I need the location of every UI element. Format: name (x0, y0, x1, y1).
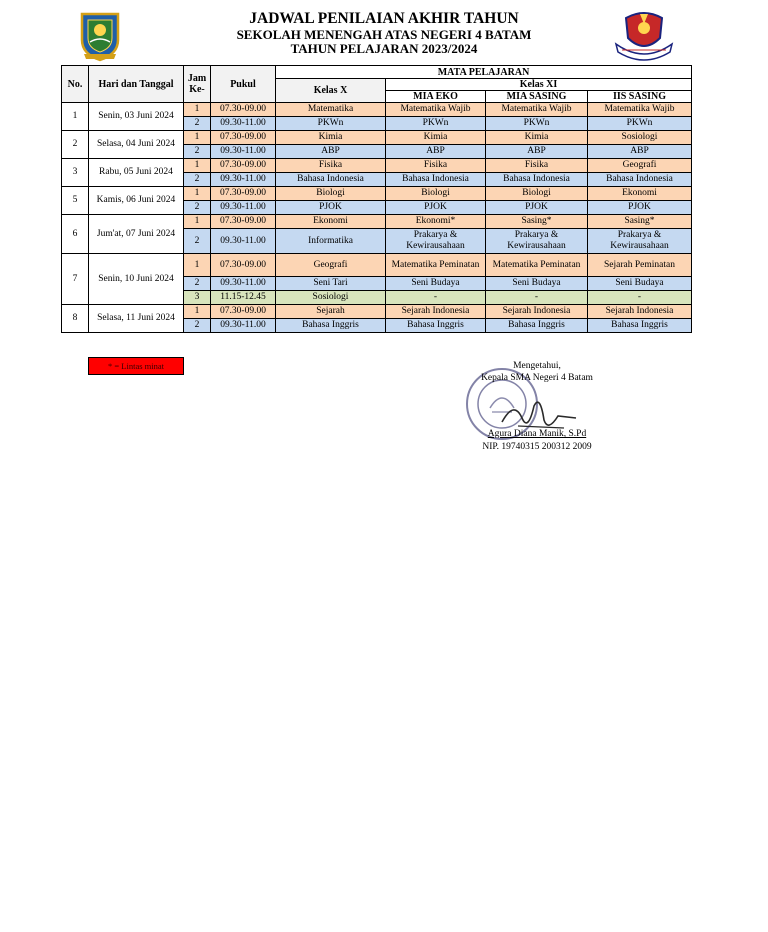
cell-iis-sasing: Bahasa Indonesia (588, 173, 692, 187)
cell-jam: 1 (184, 159, 211, 173)
cell-kelas-x: Sosiologi (276, 291, 386, 305)
cell-mia-sasing: Bahasa Inggris (486, 319, 588, 333)
table-row (62, 159, 692, 173)
cell-day: Rabu, 05 Juni 2024 (89, 159, 184, 187)
cell-mia-eko: Kimia (386, 131, 486, 145)
cell-kelas-x: Kimia (276, 131, 386, 145)
exam-schedule-table (61, 65, 692, 333)
cell-kelas-x: Ekonomi (276, 215, 386, 229)
school-name: SEKOLAH MENENGAH ATAS NEGERI 4 BATAM (236, 27, 532, 42)
cell-no: 6 (62, 215, 89, 254)
cell-iis-sasing: Ekonomi (588, 187, 692, 201)
cell-mia-eko: PJOK (386, 201, 486, 215)
signatory-nip: NIP. 19740315 200312 2009 (482, 442, 592, 452)
cell-iis-sasing: ABP (588, 145, 692, 159)
header-pukul: Pukul (211, 66, 276, 103)
cell-kelas-x: PKWn (276, 117, 386, 131)
cell-kelas-x: Seni Tari (276, 277, 386, 291)
cell-iis-sasing: Bahasa Inggris (588, 319, 692, 333)
cell-jam: 1 (184, 305, 211, 319)
header-iis-sasing: IIS SASING (588, 91, 692, 103)
cell-pukul: 07.30-09.00 (211, 187, 276, 201)
cell-mia-sasing: Matematika Peminatan (486, 254, 588, 277)
table-row (62, 131, 692, 145)
cell-kelas-x: Informatika (276, 229, 386, 254)
document-title: JADWAL PENILAIAN AKHIR TAHUN (249, 10, 519, 27)
cell-day: Jum'at, 07 Juni 2024 (89, 215, 184, 254)
cell-no: 8 (62, 305, 89, 333)
cell-iis-sasing: Sejarah Peminatan (588, 254, 692, 277)
header-kelas-xi: Kelas XI (386, 79, 692, 91)
cell-mia-sasing: - (486, 291, 588, 305)
cell-no: 1 (62, 103, 89, 131)
cell-mia-sasing: Seni Budaya (486, 277, 588, 291)
cell-mia-sasing: Prakarya & Kewirausahaan (486, 229, 588, 254)
cell-day: Kamis, 06 Juni 2024 (89, 187, 184, 215)
cell-day: Senin, 03 Juni 2024 (89, 103, 184, 131)
cell-kelas-x: Fisika (276, 159, 386, 173)
cell-iis-sasing: PKWn (588, 117, 692, 131)
cell-mia-sasing: Kimia (486, 131, 588, 145)
cell-kelas-x: ABP (276, 145, 386, 159)
cell-mia-eko: Bahasa Indonesia (386, 173, 486, 187)
cell-kelas-x: Sejarah (276, 305, 386, 319)
cell-kelas-x: Matematika (276, 103, 386, 117)
cell-pukul: 09.30-11.00 (211, 145, 276, 159)
cell-no: 3 (62, 159, 89, 187)
cell-iis-sasing: Prakarya & Kewirausahaan (588, 229, 692, 254)
cell-mia-eko: Matematika Peminatan (386, 254, 486, 277)
header-day: Hari dan Tanggal (89, 66, 184, 103)
table-row (62, 187, 692, 201)
cell-kelas-x: Bahasa Indonesia (276, 173, 386, 187)
cell-mia-eko: PKWn (386, 117, 486, 131)
cell-mia-sasing: ABP (486, 145, 588, 159)
cell-iis-sasing: Geografi (588, 159, 692, 173)
cell-no: 5 (62, 187, 89, 215)
header-mia-sasing: MIA SASING (486, 91, 588, 103)
lintas-minat-legend: * = Lintas minat (88, 357, 184, 375)
cell-mia-eko: - (386, 291, 486, 305)
cell-jam: 3 (184, 291, 211, 305)
header-jam: Jam Ke- (184, 66, 211, 103)
cell-jam: 2 (184, 145, 211, 159)
signature-block (470, 360, 604, 452)
cell-pukul: 09.30-11.00 (211, 319, 276, 333)
cell-mia-eko: Bahasa Inggris (386, 319, 486, 333)
cell-no: 7 (62, 254, 89, 305)
cell-day: Senin, 10 Juni 2024 (89, 254, 184, 305)
cell-pukul: 09.30-11.00 (211, 117, 276, 131)
document-header (0, 10, 768, 56)
cell-pukul: 07.30-09.00 (211, 159, 276, 173)
cell-pukul: 07.30-09.00 (211, 254, 276, 277)
cell-pukul: 07.30-09.00 (211, 305, 276, 319)
header-no: No. (62, 66, 89, 103)
signature-position: Kepala SMA Negeri 4 Batam (481, 373, 593, 383)
cell-mia-sasing: Fisika (486, 159, 588, 173)
cell-day: Selasa, 04 Juni 2024 (89, 131, 184, 159)
signature-acknowledgment: Mengetahui, (513, 361, 561, 371)
cell-mia-sasing: Biologi (486, 187, 588, 201)
cell-iis-sasing: Seni Budaya (588, 277, 692, 291)
cell-jam: 1 (184, 215, 211, 229)
academic-year: TAHUN PELAJARAN 2023/2024 (290, 41, 478, 56)
cell-mia-eko: Prakarya & Kewirausahaan (386, 229, 486, 254)
cell-iis-sasing: Matematika Wajib (588, 103, 692, 117)
cell-kelas-x: Bahasa Inggris (276, 319, 386, 333)
cell-jam: 1 (184, 131, 211, 145)
cell-mia-eko: Matematika Wajib (386, 103, 486, 117)
cell-mia-sasing: Bahasa Indonesia (486, 173, 588, 187)
header-mata-pelajaran: MATA PELAJARAN (276, 66, 692, 79)
cell-mia-sasing: Sejarah Indonesia (486, 305, 588, 319)
cell-jam: 2 (184, 173, 211, 187)
table-row (62, 103, 692, 117)
cell-day: Selasa, 11 Juni 2024 (89, 305, 184, 333)
cell-pukul: 07.30-09.00 (211, 103, 276, 117)
cell-iis-sasing: Sasing* (588, 215, 692, 229)
cell-kelas-x: Biologi (276, 187, 386, 201)
cell-iis-sasing: Sosiologi (588, 131, 692, 145)
cell-mia-sasing: Matematika Wajib (486, 103, 588, 117)
signatory-name: Agura Diana Manik, S.Pd (487, 429, 587, 439)
cell-mia-sasing: Sasing* (486, 215, 588, 229)
cell-pukul: 09.30-11.00 (211, 277, 276, 291)
cell-pukul: 11.15-12.45 (211, 291, 276, 305)
cell-mia-sasing: PJOK (486, 201, 588, 215)
cell-kelas-x: PJOK (276, 201, 386, 215)
cell-jam: 1 (184, 254, 211, 277)
cell-jam: 1 (184, 187, 211, 201)
cell-mia-sasing: PKWn (486, 117, 588, 131)
cell-mia-eko: Fisika (386, 159, 486, 173)
cell-mia-eko: Biologi (386, 187, 486, 201)
cell-iis-sasing: - (588, 291, 692, 305)
cell-iis-sasing: Sejarah Indonesia (588, 305, 692, 319)
cell-kelas-x: Geografi (276, 254, 386, 277)
cell-pukul: 09.30-11.00 (211, 173, 276, 187)
cell-pukul: 09.30-11.00 (211, 201, 276, 215)
cell-mia-eko: ABP (386, 145, 486, 159)
cell-iis-sasing: PJOK (588, 201, 692, 215)
cell-jam: 2 (184, 277, 211, 291)
cell-jam: 1 (184, 103, 211, 117)
header-kelas-x: Kelas X (276, 79, 386, 103)
cell-jam: 2 (184, 201, 211, 215)
header-mia-eko: MIA EKO (386, 91, 486, 103)
cell-jam: 2 (184, 229, 211, 254)
table-row (62, 305, 692, 319)
cell-mia-eko: Sejarah Indonesia (386, 305, 486, 319)
cell-pukul: 07.30-09.00 (211, 215, 276, 229)
cell-mia-eko: Seni Budaya (386, 277, 486, 291)
table-row (62, 215, 692, 229)
cell-pukul: 09.30-11.00 (211, 229, 276, 254)
cell-no: 2 (62, 131, 89, 159)
table-row (62, 254, 692, 277)
cell-mia-eko: Ekonomi* (386, 215, 486, 229)
cell-jam: 2 (184, 319, 211, 333)
cell-pukul: 07.30-09.00 (211, 131, 276, 145)
cell-jam: 2 (184, 117, 211, 131)
